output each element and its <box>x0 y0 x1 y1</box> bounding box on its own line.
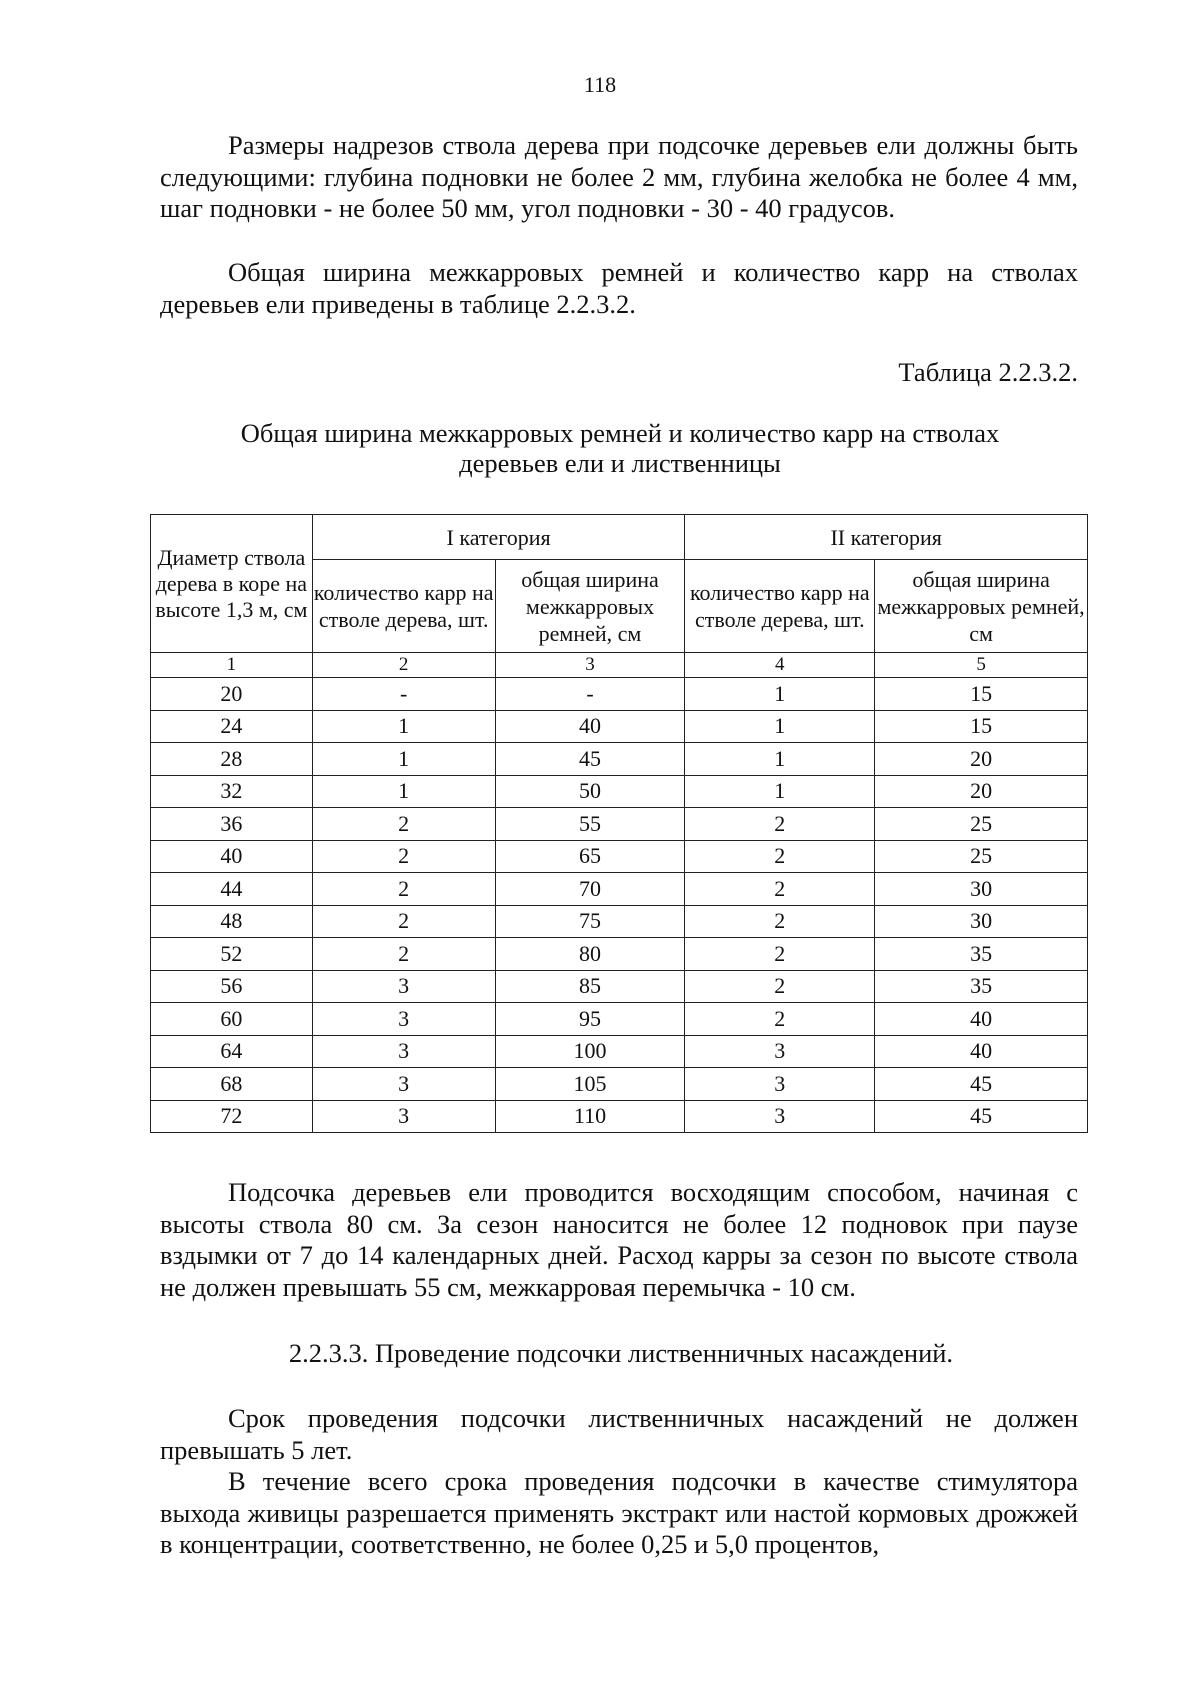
column-number: 1 <box>151 653 313 678</box>
table-cell: 68 <box>151 1068 313 1101</box>
table-cell: 110 <box>495 1100 685 1133</box>
table-row <box>151 1035 1088 1068</box>
paragraph-stimulator: В течение всего срока проведения подсочки в качестве стимулятора выхода живицы разрешается применять экстракт или настой кормовых дрожжей в концентрации, соответственно, не более 0,25 и 5,0 процентов, <box>160 1466 1078 1559</box>
table-cell: - <box>312 678 495 711</box>
table-row <box>151 710 1088 743</box>
table-cell: 35 <box>875 970 1088 1003</box>
column-number-row <box>151 653 1088 678</box>
table-cell: 1 <box>312 710 495 743</box>
table-row <box>151 1068 1088 1101</box>
table-cell: 2 <box>685 970 875 1003</box>
table-cell: 75 <box>495 905 685 938</box>
table-cell: 2 <box>312 938 495 971</box>
table-cell: 35 <box>875 938 1088 971</box>
table-cell: 1 <box>312 743 495 776</box>
table-cell: 105 <box>495 1068 685 1101</box>
paragraph-table-reference: Общая ширина межкарровых ремней и количество карр на стволах деревьев ели приведены в таблице 2.2.3.2. <box>160 257 1078 319</box>
table-cell: 40 <box>875 1003 1088 1036</box>
table-caption <box>0 418 1200 478</box>
table-cell: 1 <box>685 710 875 743</box>
table-row <box>151 743 1088 776</box>
table-cell: 40 <box>875 1035 1088 1068</box>
table-cell: 70 <box>495 873 685 906</box>
table-body <box>151 653 1088 1133</box>
page-number: 118 <box>583 72 617 97</box>
table-caption-line-1: Общая ширина межкарровых ремней и количество карр на стволах <box>240 418 1000 448</box>
table-row <box>151 938 1088 971</box>
header-cat1-width: общая ширина межкарровых ремней, см <box>495 560 685 653</box>
table-cell: 45 <box>875 1100 1088 1133</box>
header-category-2: II категория <box>685 515 1088 560</box>
table-cell: 80 <box>495 938 685 971</box>
table-cell: 15 <box>875 710 1088 743</box>
table-cell: - <box>495 678 685 711</box>
header-cat2-count: количество карр на стволе дерева, шт. <box>685 560 875 653</box>
column-number: 3 <box>495 653 685 678</box>
table-cell: 3 <box>312 1003 495 1036</box>
table-cell: 30 <box>875 905 1088 938</box>
table-cell: 15 <box>875 678 1088 711</box>
table-caption-line-2: деревьев ели и лиственницы <box>459 448 781 478</box>
table-cell: 24 <box>151 710 313 743</box>
column-number: 4 <box>685 653 875 678</box>
section-heading: 2.2.3.3. Проведение подсочки лиственничных насаждений. <box>288 1338 954 1368</box>
table-cell: 3 <box>685 1100 875 1133</box>
table-cell: 40 <box>495 710 685 743</box>
table-cell: 3 <box>312 1035 495 1068</box>
table-cell: 30 <box>875 873 1088 906</box>
header-category-1: I категория <box>312 515 685 560</box>
table-cell: 1 <box>685 775 875 808</box>
table-cell: 3 <box>312 1100 495 1133</box>
table-cell: 52 <box>151 938 313 971</box>
table-cell: 1 <box>685 743 875 776</box>
table-cell: 25 <box>875 808 1088 841</box>
table-cell: 3 <box>312 970 495 1003</box>
table-cell: 3 <box>312 1068 495 1101</box>
table-cell: 2 <box>312 808 495 841</box>
table-cell: 20 <box>875 775 1088 808</box>
table-cell: 2 <box>685 808 875 841</box>
table-cell: 65 <box>495 840 685 873</box>
table-cell: 2 <box>685 840 875 873</box>
table-cell: 45 <box>875 1068 1088 1101</box>
table-cell: 25 <box>875 840 1088 873</box>
header-cat2-width: общая ширина межкарровых ремней, см <box>875 560 1088 653</box>
table-cell: 32 <box>151 775 313 808</box>
table-cell: 44 <box>151 873 313 906</box>
table-row <box>151 1100 1088 1133</box>
table-cell: 20 <box>875 743 1088 776</box>
column-number: 2 <box>312 653 495 678</box>
table-cell: 72 <box>151 1100 313 1133</box>
table-cell: 20 <box>151 678 313 711</box>
table-cell: 100 <box>495 1035 685 1068</box>
table-cell: 2 <box>685 1003 875 1036</box>
column-number: 5 <box>875 653 1088 678</box>
table-cell: 1 <box>685 678 875 711</box>
table-label: Таблица 2.2.3.2. <box>898 357 1078 387</box>
table-cell: 40 <box>151 840 313 873</box>
table-row <box>151 970 1088 1003</box>
table-cell: 60 <box>151 1003 313 1036</box>
table-cell: 64 <box>151 1035 313 1068</box>
table-row <box>151 905 1088 938</box>
table-cell: 3 <box>685 1035 875 1068</box>
paragraph-spruce-tapping: Подсочка деревьев ели проводится восходящим способом, начиная с высоты ствола 80 см. За сезон наносится не более 12 подновок при паузе вздымки от 7 до 14 календарных дней. Расход карры за сезон по высоте ствола не должен превышать 55 см, межкарровая перемычка - 10 см. <box>160 1177 1078 1302</box>
table-cell: 45 <box>495 743 685 776</box>
table-cell: 2 <box>685 905 875 938</box>
table-cell: 2 <box>312 905 495 938</box>
table-row <box>151 775 1088 808</box>
paragraph-larch-term: Срок проведения подсочки лиственничных насаждений не должен превышать 5 лет. <box>160 1403 1078 1465</box>
table-cell: 85 <box>495 970 685 1003</box>
table-cell: 2 <box>685 938 875 971</box>
data-table <box>150 514 1088 1133</box>
table-row <box>151 1003 1088 1036</box>
paragraph-incision-sizes: Размеры надрезов ствола дерева при подсочке деревьев ели должны быть следующими: глубина подновки не более 2 мм, глубина желобка не более 4 мм, шаг подновки - не более 50 мм, угол подновки - 30 - 40 градусов. <box>160 130 1078 223</box>
table-row <box>151 808 1088 841</box>
table-cell: 1 <box>312 775 495 808</box>
table-row <box>151 678 1088 711</box>
table-cell: 56 <box>151 970 313 1003</box>
table-cell: 28 <box>151 743 313 776</box>
table-cell: 95 <box>495 1003 685 1036</box>
table-cell: 2 <box>312 840 495 873</box>
table-row <box>151 873 1088 906</box>
table-cell: 2 <box>312 873 495 906</box>
header-cat1-count: количество карр на стволе дерева, шт. <box>312 560 495 653</box>
table-cell: 2 <box>685 873 875 906</box>
table-cell: 55 <box>495 808 685 841</box>
table-row <box>151 840 1088 873</box>
table-cell: 3 <box>685 1068 875 1101</box>
header-diameter: Диаметр ствола дерева в коре на высоте 1,3 м, см <box>151 515 313 653</box>
table-cell: 50 <box>495 775 685 808</box>
table-cell: 36 <box>151 808 313 841</box>
table-cell: 48 <box>151 905 313 938</box>
